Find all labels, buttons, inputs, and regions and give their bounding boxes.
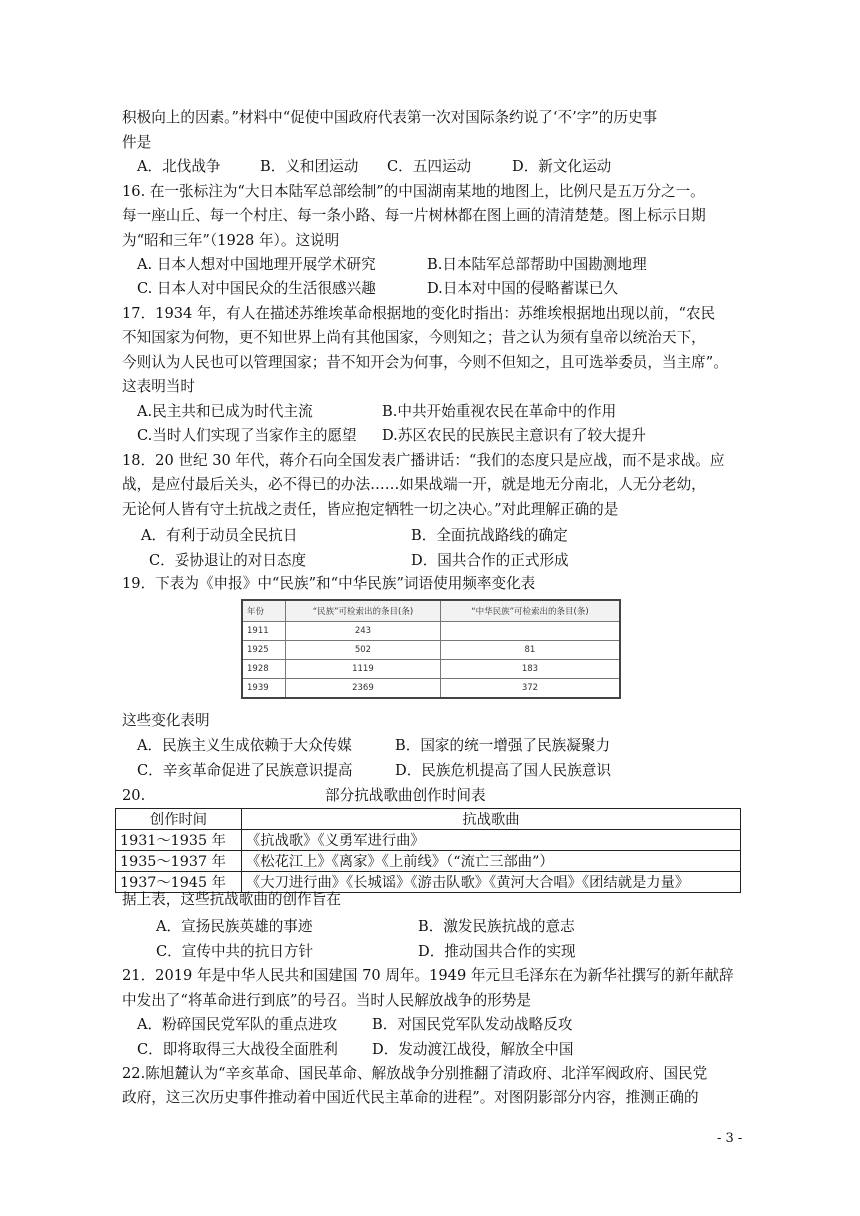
- table-header-cell: “民族”可检索出的条目(条): [286, 600, 441, 622]
- q20-follow-up: 据上表，这些抗战歌曲的创作旨在: [122, 891, 341, 908]
- q15-option-c: C．五四运动: [387, 158, 472, 175]
- q15-option-d: D．新文化运动: [512, 158, 612, 175]
- q18-option-b: B．全面抗战路线的确定: [411, 527, 568, 544]
- table-header-cell: 抗战歌曲: [242, 809, 741, 830]
- table-cell: 2369: [286, 679, 441, 699]
- q16-stem-line: 每一座山丘、每一个村庄、每一条小路、每一片树林都在图上画的清清楚楚。图上标示日期: [122, 207, 706, 224]
- table-cell: 1928: [242, 660, 286, 679]
- q16-option-a: A. 日本人想对中国地理开展学术研究: [137, 256, 376, 273]
- table-header-cell: 年份: [242, 600, 286, 622]
- table-cell: 《抗战歌》《义勇军进行曲》: [242, 830, 741, 851]
- q18-stem-line: 18．20 世纪 30 年代，蒋介石向全国发表广播讲话：“我们的态度只是应战，而不是求战。应: [122, 452, 725, 469]
- q17-option-c: C.当时人们实现了当家作主的愿望: [137, 427, 357, 444]
- q19-stem: 19．下表为《申报》中“民族”和“中华民族”词语使用频率变化表: [122, 575, 536, 592]
- q19-follow-up: 这些变化表明: [122, 712, 210, 729]
- table-cell: 《大刀进行曲》《长城谣》《游击队歌》《黄河大合唱》《团结就是力量》: [242, 872, 741, 893]
- q17-option-a: A.民主共和已成为时代主流: [137, 403, 313, 420]
- table-cell: 1937～1945 年: [116, 872, 242, 893]
- q20-table-caption: 部分抗战歌曲创作时间表: [325, 787, 486, 804]
- q20-songs-table: [115, 808, 741, 893]
- q18-option-a: A．有利于动员全民抗日: [141, 527, 298, 544]
- q21-stem-line: 中发出了“将革命进行到底”的号召。当时人民解放战争的形势是: [122, 992, 531, 1009]
- q16-stem-line: 16. 在一张标注为“大日本陆军总部绘制”的中国湖南某地的地图上，比例尺是五万分之一。: [122, 183, 705, 200]
- q18-stem-line: 无论何人皆有守土抗战之责任，皆应抱定牺牲一切之决心。”对此理解正确的是: [122, 501, 619, 518]
- q17-stem-line: 今则认为人民也可以管理国家；昔不知开会为何事，今则不但知之，且可选举委员，当主席”。: [122, 354, 728, 371]
- q21-option-b: B．对国民党军队发动战略反攻: [372, 1016, 573, 1033]
- table-row: [242, 660, 620, 679]
- q20-option-a: A．宣扬民族英雄的事迹: [156, 918, 313, 935]
- q16-option-b: B.日本陆军总部帮助中国勘测地理: [427, 256, 647, 273]
- q18-option-c: C．妥协退让的对日态度: [149, 552, 307, 569]
- q22-stem-line: 政府，这三次历史事件推动着中国近代民主革命的进程”。对图阴影部分内容，推测正确的: [122, 1089, 699, 1106]
- table-cell: 1931～1935 年: [116, 830, 242, 851]
- table-header-row: [242, 600, 620, 622]
- q21-option-d: D．发动渡江战役，解放全中国: [372, 1041, 574, 1058]
- q16-option-c: C. 日本人对中国民众的生活很感兴趣: [137, 280, 376, 297]
- q21-stem-line: 21．2019 年是中华人民共和国建国 70 周年。1949 年元旦毛泽东在为新华社撰写的新年献辞: [122, 967, 734, 984]
- q17-option-d: D.苏区农民的民族民主意识有了较大提升: [382, 427, 646, 444]
- q19-frequency-table: [241, 599, 621, 699]
- table-cell: 183: [440, 660, 620, 679]
- table-row: [116, 830, 741, 851]
- table-cell: 1119: [286, 660, 441, 679]
- q19-option-b: B．国家的统一增强了民族凝聚力: [395, 737, 611, 754]
- table-cell: 1925: [242, 641, 286, 660]
- q19-option-a: A．民族主义生成依赖于大众传媒: [137, 737, 352, 754]
- q16-stem-line: 为“昭和三年”（1928 年）。这说明: [122, 232, 340, 249]
- q15-stem-line: 件是: [122, 134, 152, 151]
- table-cell: 502: [286, 641, 441, 660]
- q22-stem-line: 22.陈旭麓认为“辛亥革命、国民革命、解放战争分别推翻了清政府、北洋军阀政府、国民党: [122, 1065, 708, 1082]
- q18-stem-line: 战，是应付最后关头，必不得已的办法……如果战端一开，就是地无分南北，人无分老幼，: [122, 476, 706, 493]
- table-header-cell: “中华民族”可检索出的条目(条): [440, 600, 620, 622]
- table-row: [116, 851, 741, 872]
- q16-option-d: D.日本对中国的侵略蓄谋已久: [427, 280, 618, 297]
- q17-option-b: B.中共开始重视农民在革命中的作用: [382, 403, 617, 420]
- q18-option-d: D．国共合作的正式形成: [411, 552, 569, 569]
- q21-option-a: A．粉碎国民党军队的重点进攻: [137, 1016, 338, 1033]
- q19-option-d: D．民族危机提高了国人民族意识: [395, 762, 612, 779]
- table-row: [242, 641, 620, 660]
- q15-option-b: B．义和团运动: [260, 158, 359, 175]
- table-cell: [440, 622, 620, 641]
- table-cell: 81: [440, 641, 620, 660]
- q19-option-c: C．辛亥革命促进了民族意识提高: [137, 762, 353, 779]
- q15-stem-line: 积极向上的因素。”材料中“促使中国政府代表第一次对国际条约说了‘不’字”的历史事: [122, 109, 658, 126]
- table-cell: 1935～1937 年: [116, 851, 242, 872]
- table-cell: 1911: [242, 622, 286, 641]
- q20-number: 20.: [122, 787, 146, 804]
- q17-stem-line: 不知国家为何物，更不知世界上尚有其他国家，今则知之；昔之认为须有皇帝以统治天下，: [122, 329, 706, 346]
- table-cell: 372: [440, 679, 620, 699]
- table-cell: 243: [286, 622, 441, 641]
- q20-option-d: D．推动国共合作的实现: [418, 943, 576, 960]
- table-header-cell: 创作时间: [116, 809, 242, 830]
- q17-stem-line: 这表明当时: [122, 378, 195, 395]
- q15-option-a: A．北伐战争: [137, 158, 221, 175]
- table-header-row: [116, 809, 741, 830]
- page-number: - 3 -: [717, 1131, 743, 1146]
- q20-option-b: B．激发民族抗战的意志: [418, 918, 575, 935]
- table-row: [242, 679, 620, 699]
- table-row: [242, 622, 620, 641]
- q20-option-c: C．宣传中共的抗日方针: [156, 943, 314, 960]
- table-cell: 《松花江上》《离家》《上前线》（“流亡三部曲”）: [242, 851, 741, 872]
- q21-option-c: C．即将取得三大战役全面胜利: [137, 1041, 338, 1058]
- table-cell: 1939: [242, 679, 286, 699]
- q17-stem-line: 17．1934 年，有人在描述苏维埃革命根据地的变化时指出：苏维埃根据地出现以前，“农民: [122, 305, 716, 322]
